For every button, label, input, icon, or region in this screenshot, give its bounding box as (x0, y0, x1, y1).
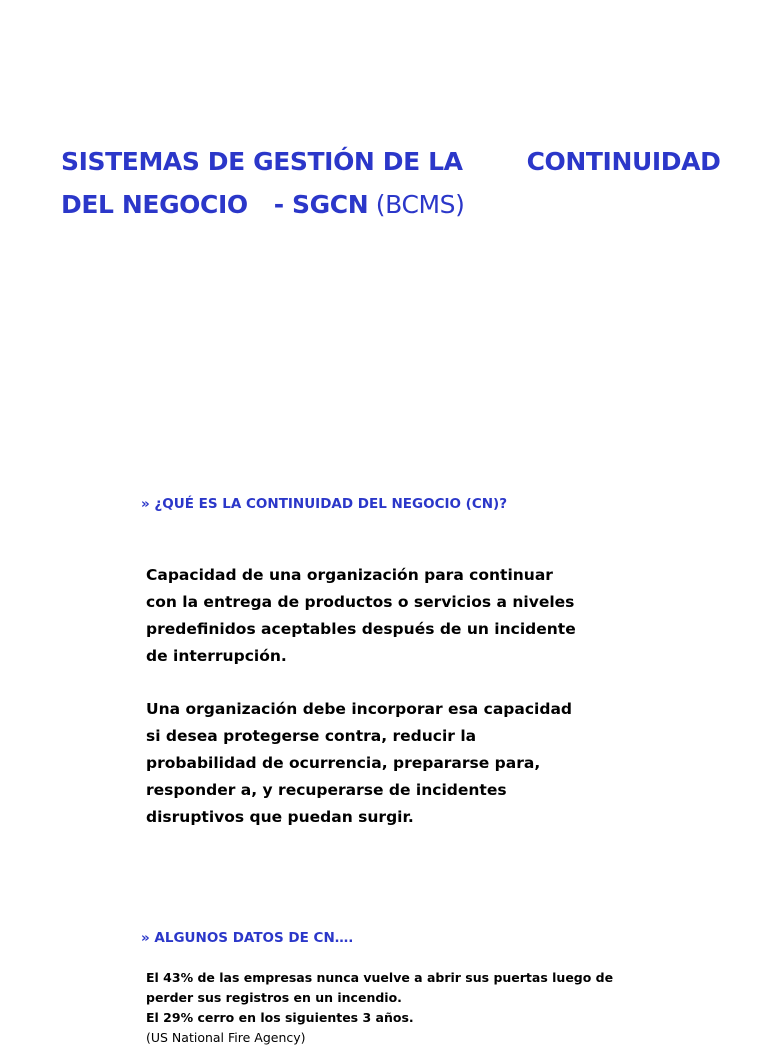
paragraph-line: disruptivos que puedan surgir. (146, 808, 414, 826)
document-title (61, 140, 741, 226)
fact-line: El 43% de las empresas nunca vuelve a abrir sus puertas luego de (146, 970, 614, 985)
fact-source: (US National Fire Agency) (146, 1030, 306, 1045)
paragraph-line: probabilidad de ocurrencia, prepararse para, (146, 754, 541, 772)
fact-line: perder sus registros en un incendio. (146, 990, 402, 1005)
title-line-2 (61, 183, 741, 226)
title-english-acronym: (BCMS) (368, 190, 465, 219)
capability-paragraph (146, 696, 573, 831)
paragraph-line: Una organización debe incorporar esa capacidad (146, 700, 573, 718)
paragraph-line: con la entrega de productos o servicios a niveles (146, 593, 575, 611)
title-text-part: CONTINUIDAD (526, 147, 721, 176)
title-line-1 (61, 140, 741, 183)
bc-facts-list (146, 968, 616, 1048)
paragraph-line: Capacidad de una organización para continuar (146, 566, 553, 584)
title-acronym: - SGCN (273, 190, 369, 219)
fact-text: El 29% cerro en los siguientes 3 años. (146, 1010, 414, 1025)
paragraph-line: de interrupción. (146, 647, 287, 665)
fact-line (146, 1008, 616, 1048)
paragraph-line: si desea protegerse contra, reducir la (146, 727, 477, 745)
title-text-part: DEL NEGOCIO (61, 190, 248, 219)
paragraph-line: predefinidos aceptables después de un incidente (146, 620, 576, 638)
definition-paragraph (146, 562, 576, 670)
paragraph-line: responder a, y recuperarse de incidentes (146, 781, 507, 799)
section-heading-bc-facts: » ALGUNOS DATOS DE CN…. (141, 930, 354, 946)
title-text-part: SISTEMAS DE GESTIÓN DE LA (61, 147, 463, 176)
section-heading-what-is-bc: » ¿QUÉ ES LA CONTINUIDAD DEL NEGOCIO (CN)? (141, 496, 508, 512)
